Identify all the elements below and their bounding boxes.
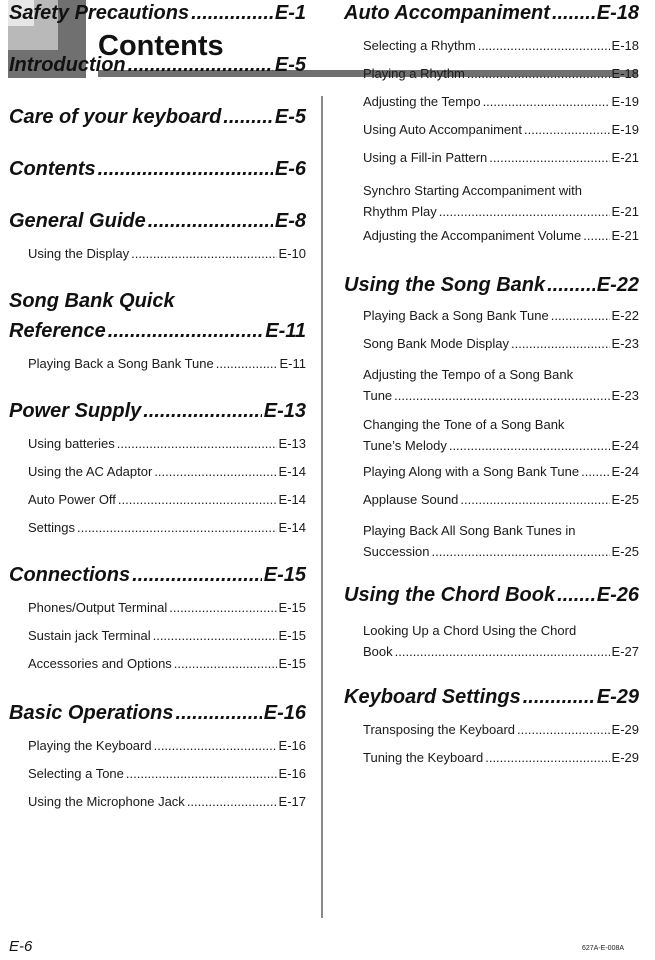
toc-subsection-label: Using a Fill-in Pattern [363, 150, 488, 165]
toc-page-number: E-29 [611, 750, 639, 765]
toc-section-entry[interactable] [9, 156, 306, 182]
toc-subsection-label: Adjusting the Tempo [363, 94, 481, 109]
toc-subsection-label: Applause Sound [363, 492, 459, 507]
toc-leader-dots [191, 0, 273, 26]
toc-subsection-entry[interactable] [363, 228, 639, 244]
toc-page-number: E-14 [278, 520, 306, 535]
toc-page-number: E-23 [611, 336, 639, 351]
toc-leader-dots [187, 794, 277, 810]
toc-leader-dots [485, 750, 609, 766]
toc-section-label: Introduction [9, 54, 126, 76]
toc-page-number: E-16 [263, 702, 306, 724]
toc-leader-dots [153, 628, 277, 644]
toc-leader-dots [77, 520, 277, 536]
toc-page-number: E-23 [611, 388, 639, 403]
toc-page-number: E-21 [611, 150, 639, 165]
toc-section-label: Care of your keyboard [9, 106, 222, 128]
toc-subsection-label: Transposing the Keyboard [363, 722, 516, 737]
toc-subsection-label: Rhythm Play [363, 204, 437, 219]
toc-subsection-entry[interactable] [363, 180, 639, 222]
toc-section-entry[interactable] [344, 684, 639, 710]
toc-leader-dots [128, 52, 273, 78]
toc-subsection-entry[interactable] [28, 356, 306, 372]
toc-section-label: Reference [9, 320, 106, 342]
toc-page-number: E-11 [279, 356, 306, 371]
toc-subsection-entry[interactable] [363, 308, 639, 324]
toc-page-number: E-26 [596, 584, 639, 606]
toc-page-number: E-11 [265, 320, 306, 342]
toc-page-number: E-14 [278, 492, 306, 507]
toc-page-number: E-8 [274, 210, 306, 232]
toc-page-number: E-10 [278, 246, 306, 261]
toc-section-label: Safety Precautions [9, 2, 190, 24]
toc-leader-dots [547, 272, 595, 298]
toc-page-number: E-22 [611, 308, 639, 323]
toc-subsection-row [363, 641, 639, 662]
toc-section-entry[interactable] [9, 700, 306, 726]
toc-leader-dots [511, 336, 610, 352]
toc-leader-dots [489, 150, 609, 166]
toc-leader-dots [449, 435, 610, 456]
toc-page-number: E-5 [274, 54, 306, 76]
toc-subsection-label-line: Looking Up a Chord Using the Chord [363, 623, 577, 638]
toc-subsection-entry[interactable] [363, 38, 639, 54]
toc-subsection-label: Using batteries [28, 436, 115, 451]
toc-subsection-entry[interactable] [28, 738, 306, 754]
toc-subsection-label: Using the AC Adaptor [28, 464, 153, 479]
toc-page-number: E-25 [611, 544, 639, 559]
toc-leader-dots [98, 156, 273, 182]
toc-subsection-label: Tuning the Keyboard [363, 750, 484, 765]
toc-leader-dots [557, 582, 595, 608]
toc-subsection-label-line: Adjusting the Tempo of a Song Bank [363, 367, 574, 382]
toc-section-entry[interactable] [9, 208, 306, 234]
toc-subsection-entry[interactable] [363, 722, 639, 738]
toc-subsection-row [363, 435, 639, 456]
column-divider [321, 96, 323, 918]
toc-subsection-label: Playing Back a Song Bank Tune [363, 308, 549, 323]
toc-subsection-label: Tune’s Melody [363, 438, 447, 453]
toc-leader-dots [517, 722, 610, 738]
toc-subsection-entry[interactable] [28, 628, 306, 644]
toc-leader-dots [169, 600, 276, 616]
toc-page-number: E-15 [263, 564, 306, 586]
toc-subsection-label: Book [363, 644, 393, 659]
toc-leader-dots [439, 201, 610, 222]
toc-page-number: E-13 [278, 436, 306, 451]
toc-section-label: Basic Operations [9, 702, 174, 724]
toc-subsection-label: Sustain jack Terminal [28, 628, 151, 643]
toc-leader-dots [176, 700, 262, 726]
toc-subsection-entry[interactable] [363, 492, 639, 508]
toc-subsection-entry[interactable] [28, 766, 306, 782]
toc-subsection-label: Accessories and Options [28, 656, 172, 671]
toc-subsection-entry[interactable] [363, 414, 639, 456]
toc-section-label: Auto Accompaniment [344, 2, 550, 24]
toc-page-number: E-1 [274, 2, 306, 24]
toc-page-number: E-21 [611, 228, 639, 243]
toc-leader-dots [467, 66, 610, 82]
toc-subsection-label: Playing a Rhythm [363, 66, 465, 81]
toc-subsection-entry[interactable] [28, 492, 306, 508]
page-title: Contents [98, 30, 224, 62]
toc-section-entry[interactable] [9, 0, 306, 26]
toc-subsection-entry[interactable] [363, 464, 639, 480]
toc-section-label: Using the Song Bank [344, 274, 546, 296]
toc-page-number: E-15 [278, 628, 306, 643]
toc-page-number: E-18 [611, 66, 639, 81]
toc-section-label: Contents [9, 158, 96, 180]
toc-leader-dots [394, 385, 609, 406]
toc-section-entry[interactable] [344, 582, 639, 608]
toc-subsection-label: Using Auto Accompaniment [363, 122, 522, 137]
toc-subsection-label-line: Changing the Tone of a Song Bank [363, 417, 565, 432]
toc-subsection-entry[interactable] [28, 656, 306, 672]
toc-leader-dots [524, 122, 610, 138]
toc-subsection-entry[interactable] [363, 364, 639, 406]
toc-subsection-label-line: Synchro Starting Accompaniment with [363, 183, 582, 198]
toc-leader-dots [132, 562, 262, 588]
toc-section-label: Power Supply [9, 400, 142, 422]
toc-page-number: E-24 [611, 438, 639, 453]
toc-page-number: E-25 [611, 492, 639, 507]
toc-page-number: E-16 [278, 738, 306, 753]
toc-leader-dots [552, 0, 595, 26]
toc-subsection-label: Song Bank Mode Display [363, 336, 509, 351]
toc-section-entry[interactable] [344, 0, 639, 26]
toc-page-number: E-17 [278, 794, 306, 809]
toc-subsection-label: Playing Back a Song Bank Tune [28, 356, 214, 371]
toc-page-number: E-15 [278, 600, 306, 615]
toc-subsection-entry[interactable] [363, 94, 639, 110]
toc-subsection-label: Selecting a Tone [28, 766, 124, 781]
toc-section-label: Keyboard Settings [344, 686, 521, 708]
toc-subsection-label: Using the Microphone Jack [28, 794, 185, 809]
toc-leader-dots [117, 436, 277, 452]
toc-section-entry[interactable] [9, 398, 306, 424]
toc-subsection-label: Auto Power Off [28, 492, 116, 507]
toc-subsection-label: Phones/Output Terminal [28, 600, 168, 615]
toc-section-label: General Guide [9, 210, 146, 232]
toc-leader-dots [174, 656, 277, 672]
toc-subsection-entry[interactable] [363, 520, 639, 562]
toc-page-number: E-13 [263, 400, 306, 422]
toc-leader-dots [154, 464, 276, 480]
toc-subsection-entry[interactable] [363, 750, 639, 766]
toc-subsection-entry[interactable] [28, 794, 306, 810]
toc-page-number: E-18 [596, 2, 639, 24]
toc-subsection-entry[interactable] [363, 66, 639, 82]
toc-leader-dots [581, 464, 609, 480]
toc-subsection-entry[interactable] [28, 436, 306, 452]
toc-subsection-entry[interactable] [363, 620, 639, 662]
toc-subsection-label-line: Playing Back All Song Bank Tunes in [363, 523, 576, 538]
toc-section-entry[interactable] [344, 272, 639, 298]
toc-leader-dots [118, 492, 277, 508]
toc-page-number: E-24 [611, 464, 639, 479]
toc-page-number: E-21 [611, 204, 639, 219]
toc-leader-dots [431, 541, 609, 562]
toc-page-number: E-5 [274, 106, 306, 128]
toc-leader-dots [523, 684, 595, 710]
toc-page-number: E-29 [611, 722, 639, 737]
toc-leader-dots [478, 38, 610, 54]
toc-subsection-entry[interactable] [363, 336, 639, 352]
toc-leader-dots [148, 208, 273, 234]
toc-section-row [9, 318, 306, 344]
toc-subsection-label: Adjusting the Accompaniment Volume [363, 228, 582, 243]
toc-leader-dots [483, 94, 610, 110]
toc-subsection-label: Using the Display [28, 246, 130, 261]
toc-subsection-row [363, 201, 639, 222]
toc-subsection-label: Selecting a Rhythm [363, 38, 476, 53]
toc-page-number: E-15 [278, 656, 306, 671]
toc-leader-dots [223, 104, 273, 130]
document-code: 627A-E-008A [582, 945, 625, 952]
toc-leader-dots [154, 738, 277, 754]
toc-subsection-row [363, 541, 639, 562]
toc-leader-dots [395, 641, 610, 662]
toc-subsection-label: Playing Along with a Song Bank Tune [363, 464, 580, 479]
toc-section-label: Connections [9, 564, 131, 586]
toc-subsection-label: Playing the Keyboard [28, 738, 152, 753]
toc-section-entry[interactable] [9, 104, 306, 130]
toc-section-entry[interactable] [9, 562, 306, 588]
toc-page-number: E-19 [611, 94, 639, 109]
toc-left-column [9, 0, 306, 830]
toc-subsection-entry[interactable] [28, 520, 306, 536]
toc-page-number: E-6 [274, 158, 306, 180]
toc-page-number: E-27 [611, 644, 639, 659]
toc-page-number: E-18 [611, 38, 639, 53]
toc-page-number: E-22 [596, 274, 639, 296]
toc-subsection-entry[interactable] [28, 464, 306, 480]
toc-right-column [344, 0, 639, 830]
toc-subsection-label: Succession [363, 544, 430, 559]
toc-subsection-entry[interactable] [363, 150, 639, 166]
toc-section-label-line: Song Bank Quick [9, 290, 175, 312]
page-number: E-6 [9, 938, 33, 955]
toc-leader-dots [108, 318, 264, 344]
toc-leader-dots [143, 398, 262, 424]
toc-section-label: Using the Chord Book [344, 584, 556, 606]
toc-subsection-row [363, 385, 639, 406]
toc-subsection-entry[interactable] [363, 122, 639, 138]
toc-subsection-entry[interactable] [28, 600, 306, 616]
toc-page-number: E-16 [278, 766, 306, 781]
toc-leader-dots [216, 356, 278, 372]
toc-page-number: E-14 [278, 464, 306, 479]
toc-leader-dots [583, 228, 609, 244]
toc-section-entry[interactable] [9, 288, 306, 344]
toc-subsection-entry[interactable] [28, 246, 306, 262]
toc-leader-dots [551, 308, 610, 324]
toc-page-number: E-29 [596, 686, 639, 708]
toc-section-entry[interactable] [9, 52, 306, 78]
toc-leader-dots [126, 766, 277, 782]
toc-subsection-label: Tune [363, 388, 393, 403]
toc-leader-dots [460, 492, 609, 508]
toc-leader-dots [131, 246, 276, 262]
toc-subsection-label: Settings [28, 520, 75, 535]
toc-page-number: E-19 [611, 122, 639, 137]
